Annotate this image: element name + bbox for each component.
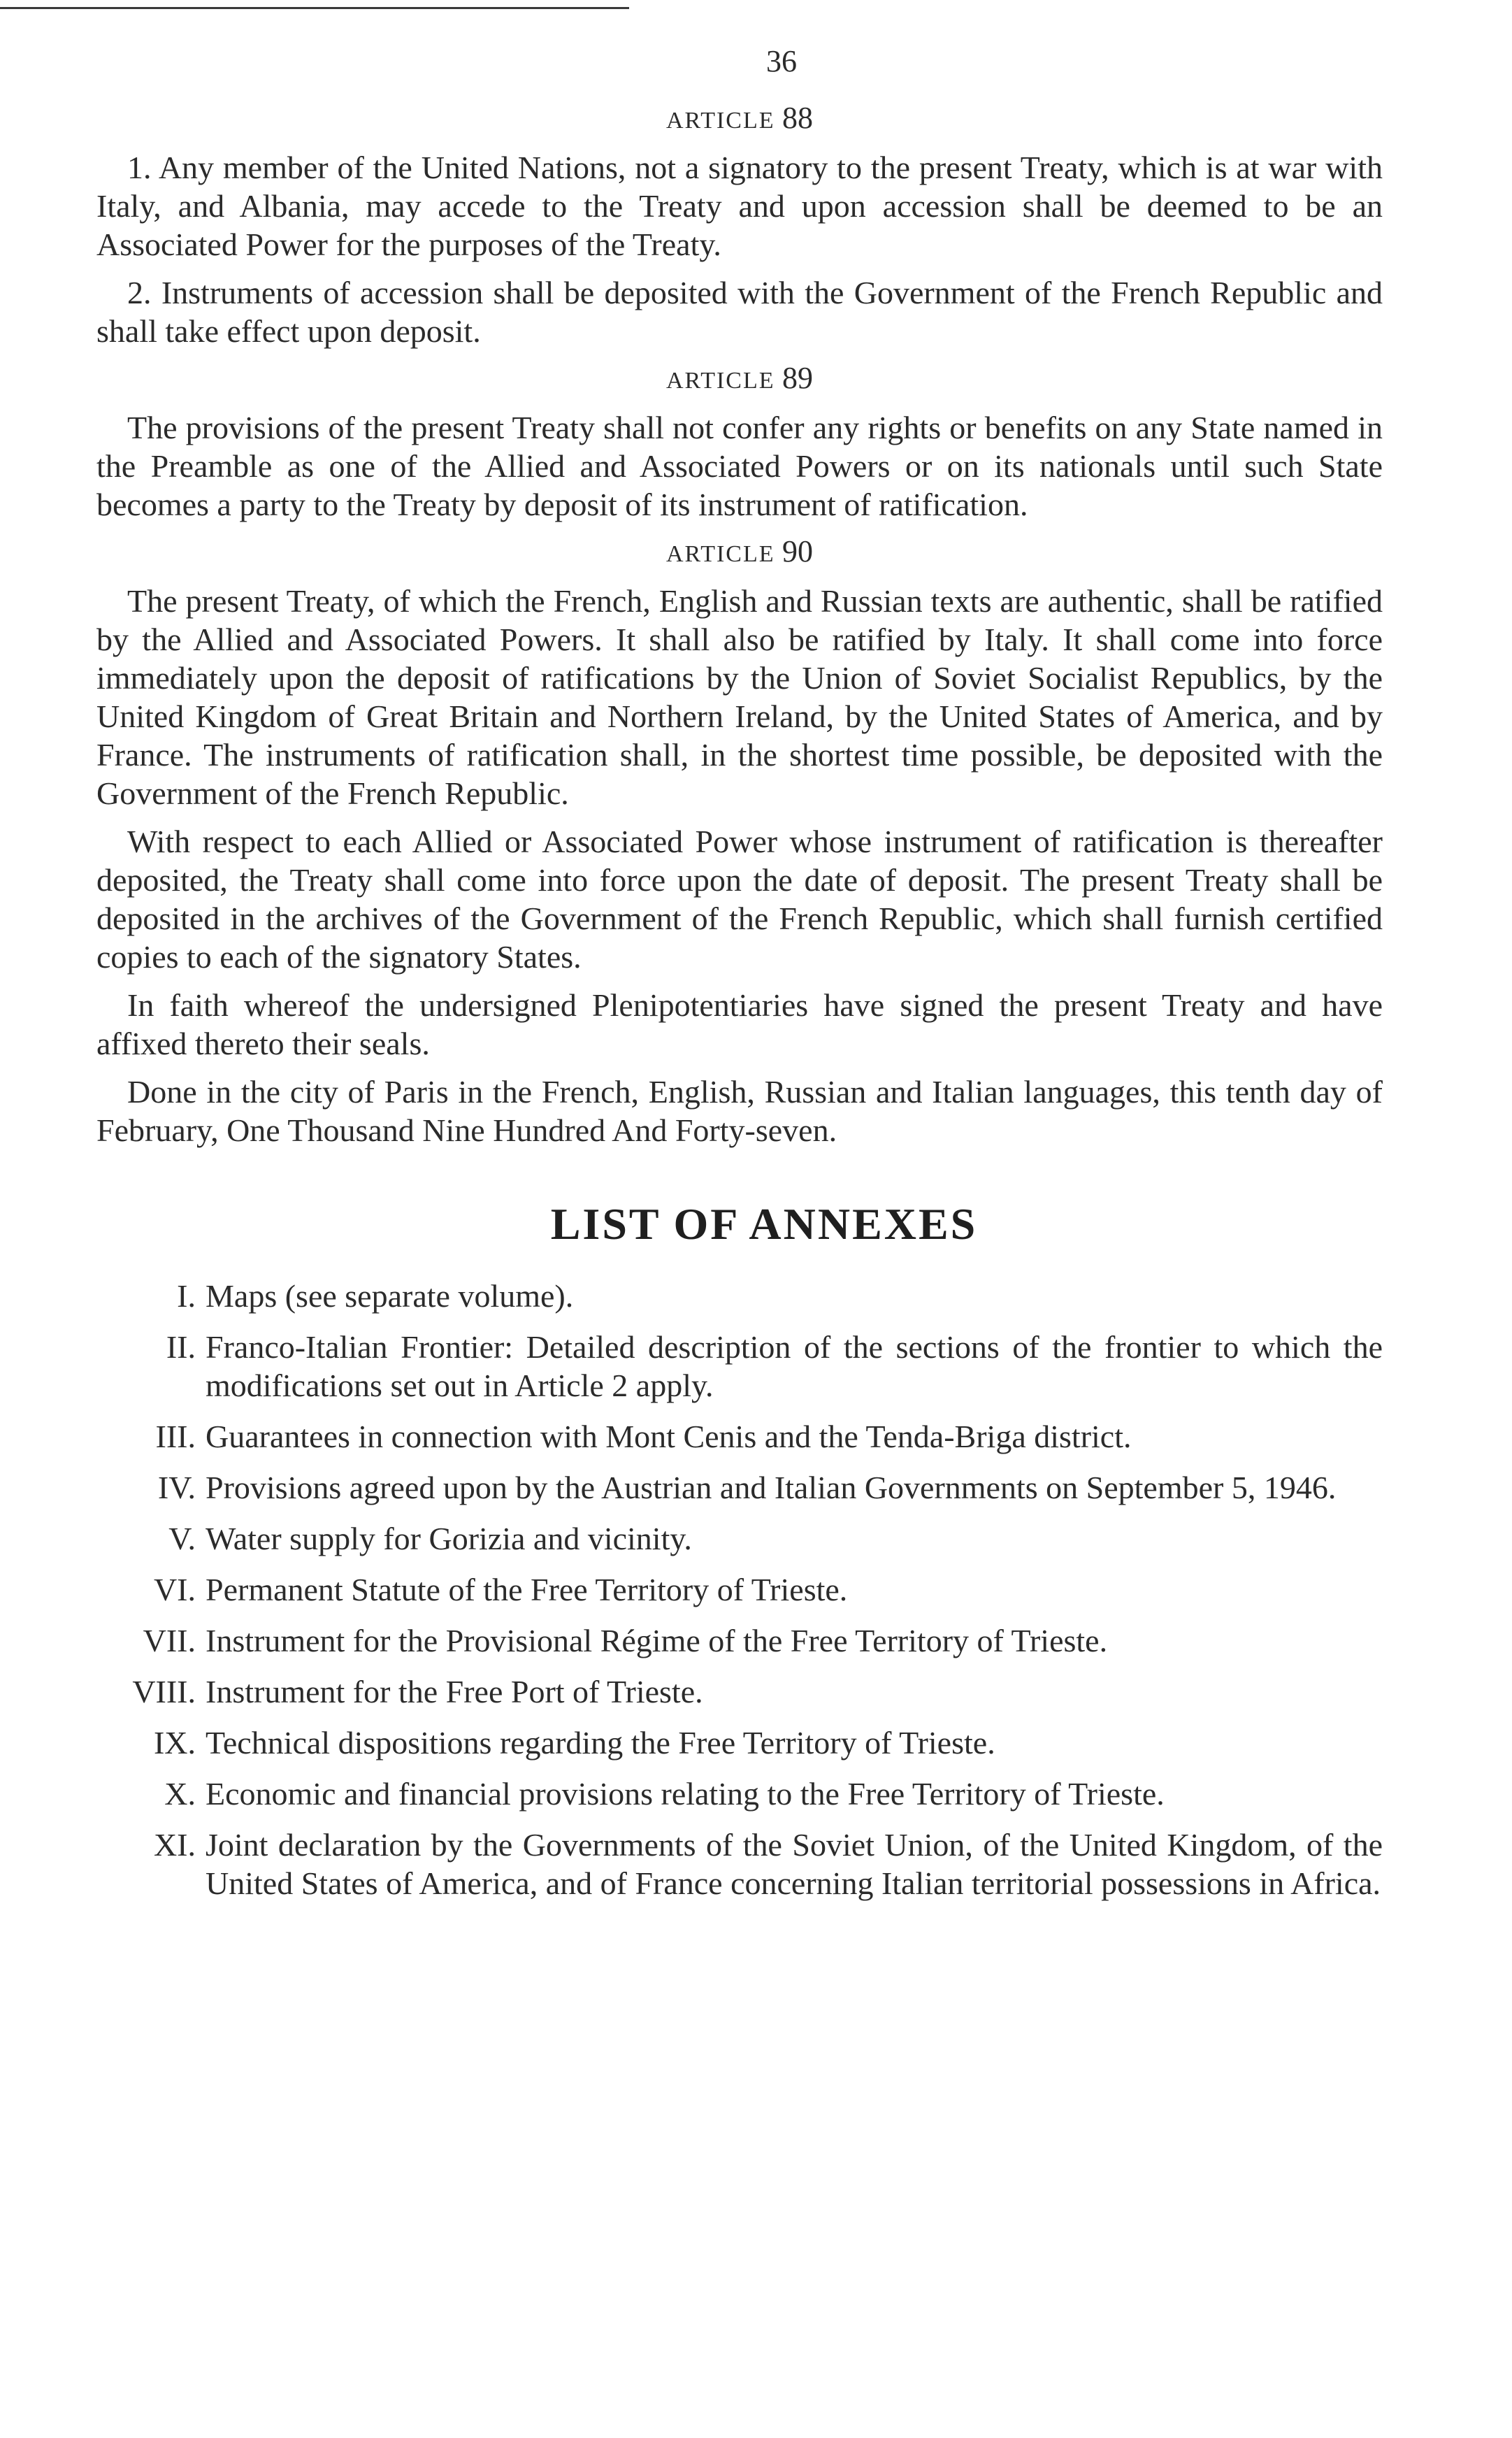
article-heading — [96, 100, 1383, 136]
paragraph: Done in the city of Paris in the French, English, Russian and Italian languages, this tenth day of February, One Thousand Nine Hundred And Forty-seven. — [96, 1074, 1383, 1148]
top-rule — [0, 7, 629, 9]
annex-text: Water supply for Gorizia and vicinity. — [206, 1521, 692, 1556]
paragraph: With respect to each Allied or Associated Power whose instrument of ratification is thereafter deposited, the Treaty shall come into force upon the date of deposit. The present Treaty shall be deposited in the archives of the Government of the French Republic, which shall furnish certified copies to each of the signatory States. — [96, 824, 1383, 975]
annex-item — [96, 1723, 1383, 1762]
annex-numeral: I. — [177, 1278, 196, 1314]
annex-item — [96, 1570, 1383, 1609]
annex-list — [96, 1277, 1383, 1902]
article-label: ARTICLE — [666, 108, 775, 134]
paragraph: 1. Any member of the United Nations, not a signatory to the present Treaty, which is at war with Italy, and Albania, may accede to the Treaty and upon accession shall be deemed to be an Associated Power for the purposes of the Treaty. — [96, 150, 1383, 262]
annex-item — [96, 1328, 1383, 1405]
annex-numeral: VI. — [153, 1572, 196, 1607]
annex-numeral: V. — [168, 1521, 196, 1556]
annex-numeral: III. — [155, 1419, 196, 1454]
article-heading — [96, 360, 1383, 396]
annex-text: Guarantees in connection with Mont Cenis and the Tenda-Briga district. — [206, 1419, 1132, 1454]
article-88 — [96, 100, 1383, 350]
annex-text: Instrument for the Provisional Régime of the Free Territory of Trieste. — [206, 1623, 1108, 1658]
article-number: 88 — [782, 101, 813, 135]
annex-item — [96, 1621, 1383, 1660]
article-label: ARTICLE — [666, 368, 775, 394]
annex-item — [96, 1417, 1383, 1456]
annex-item — [96, 1468, 1383, 1507]
annex-text: Technical dispositions regarding the Free Territory of Trieste. — [206, 1725, 995, 1761]
paragraph: The present Treaty, of which the French, English and Russian texts are authentic, shall be ratified by the Allied and Associated Powers. It shall also be ratified by Italy. It shall come into force immediately upon the deposit of ratifications by the Union of Soviet Socialist Republics, by the United Kingdom of Great Britain and Northern Ireland, by the United States of America, and by France. The instruments of ratification shall, in the shortest time possible, be deposited with the Government of the French Republic. — [96, 583, 1383, 811]
annex-item — [96, 1826, 1383, 1902]
paragraph: 2. Instruments of accession shall be deposited with the Government of the French Republic and shall take effect upon deposit. — [96, 275, 1383, 349]
annex-numeral: X. — [164, 1776, 196, 1812]
article-number: 89 — [782, 361, 813, 395]
annex-text: Franco-Italian Frontier: Detailed description of the sections of the frontier to which the modifications set out in Article 2 apply. — [206, 1329, 1383, 1403]
annex-text: Instrument for the Free Port of Trieste. — [206, 1674, 703, 1709]
annex-text: Permanent Statute of the Free Territory of Trieste. — [206, 1572, 848, 1607]
annexes-title: LIST OF ANNEXES — [550, 1199, 978, 1249]
annex-numeral: VIII. — [132, 1674, 196, 1709]
paragraph: In faith whereof the undersigned Plenipotentiaries have signed the present Treaty and have affixed thereto their seals. — [96, 987, 1383, 1061]
annex-item — [96, 1672, 1383, 1711]
paragraph: The provisions of the present Treaty shall not confer any rights or benefits on any State named in the Preamble as one of the Allied and Associated Powers or on its nationals until such State becomes a party to the Treaty by deposit of its instrument of ratification. — [96, 410, 1383, 522]
annex-text: Provisions agreed upon by the Austrian and Italian Governments on September 5, 1946. — [206, 1470, 1337, 1505]
document-page — [96, 35, 1383, 1915]
annex-numeral: II. — [166, 1329, 196, 1365]
article-89 — [96, 360, 1383, 524]
annex-text: Economic and financial provisions relating to the Free Territory of Trieste. — [206, 1776, 1165, 1812]
page-number: 36 — [766, 44, 797, 78]
article-heading — [96, 533, 1383, 569]
annex-numeral: IX. — [153, 1725, 196, 1761]
annex-text: Maps (see separate volume). — [206, 1278, 574, 1314]
annex-item — [96, 1277, 1383, 1315]
annex-item — [96, 1519, 1383, 1558]
article-90 — [96, 533, 1383, 1149]
article-number: 90 — [782, 534, 813, 568]
annex-numeral: XI. — [153, 1827, 196, 1863]
article-label: ARTICLE — [666, 541, 775, 567]
annex-text: Joint declaration by the Governments of the Soviet Union, of the United Kingdom, of the United States of America, and of France concerning Italian territorial possessions in Africa. — [206, 1827, 1383, 1901]
annex-item — [96, 1774, 1383, 1813]
annex-numeral: IV. — [157, 1470, 196, 1505]
annex-numeral: VII. — [143, 1623, 196, 1658]
